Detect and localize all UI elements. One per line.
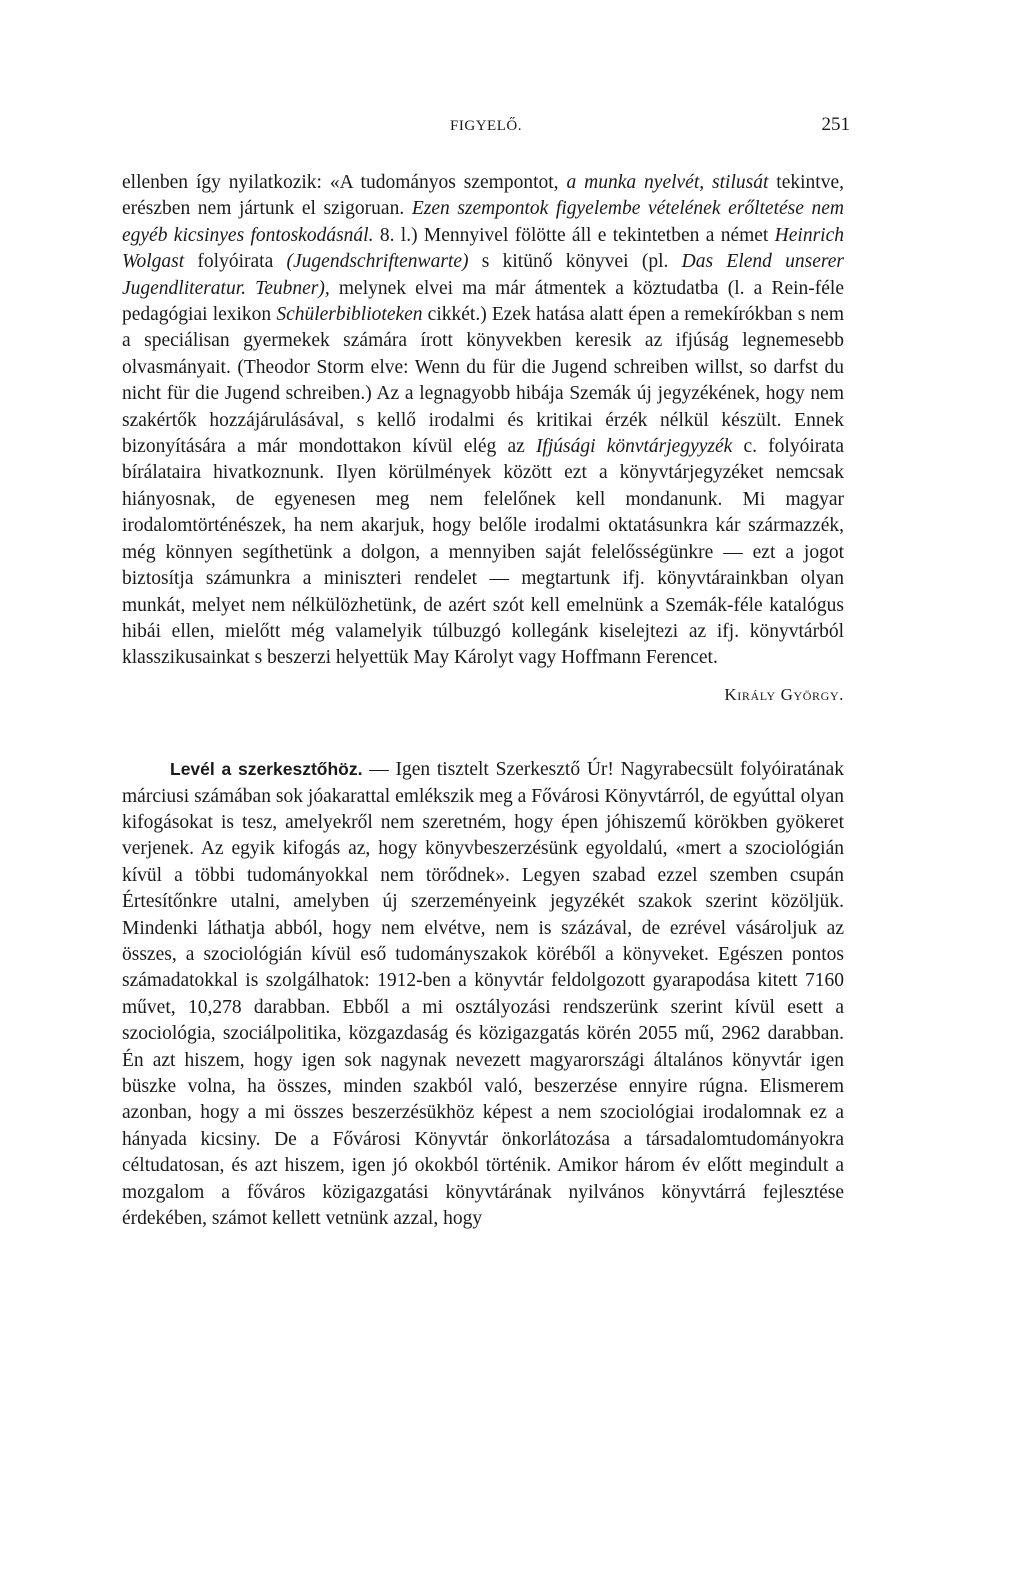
section-title: Levél a szerkesztőhöz. [170, 759, 363, 780]
italic-run: Ifjúsági könvtárjegyyzék [535, 436, 733, 458]
text-run: c. folyóirata bírálataira hivatkoznunk. Ilyen körülmények között ezt a könyvtárjegyzéket nemcsak hiányosnak, de egyenesen meg nem felelőnek kell mondanunk. Mi magyar irodalomtörténészek, ha nem akarjuk, hogy belőle irodalmi oktatásunkra kár származzék, még könnyen segíthetünk a dolgon, a mennyiben saját felelősségünkre — ezt a jogot biztosítja számunkra a miniszteri rendelet — megtartunk ifj. könyvtárainkban olyan munkát, melyet nem nélkülözhetünk, de azért szót kell emelnünk a Szemák-féle katalógus hibái ellen, mielőtt még valamelyik túlbuzgó kollegánk kiselejtezi az ifj. könyvtárból klasszikusainkat s beszerzi helyettük May Károlyt vagy Hoffmann Ferencet. [122, 436, 844, 669]
italic-run: (Jugendschriftenwarte) [286, 251, 469, 273]
text-run: s kitünő könyvei (pl. [468, 251, 682, 273]
article-continuation-paragraph [122, 170, 844, 672]
author-signature: Király György. [724, 684, 844, 704]
italic-run: Ezen szempontok figyelembe vételének erőltetése nem egyéb kicsinyes fontoskodásnál. [122, 198, 844, 246]
text-run: ellenben így nyilatkozik: «A tudományos szempontot, [122, 172, 567, 193]
text-run: cikkét.) Ezek hatása alatt épen a remekírókban s nem a speciálisan gyermekek számára írott könyvekben keresik az ifjúság legnemesebb olvasmányait. (Theodor Storm elve: Wenn du für die Jugend schreiben willst, so darfst du nicht für die Jugend schreiben.) Az a legnagyobb hibája Szemák új jegyzékének, hogy nem szakértők hozzájárulásával, s kellő irodalmi és kritikai érzék nélkül készült. Ennek bizonyítására a már mondottakon kívül elég az [122, 304, 844, 458]
italic-run: a munka nyelvét, stilusát [566, 172, 769, 193]
body-text [122, 170, 844, 1232]
text-run: 8. l.) Mennyivel fölötte áll e tekintetben a német [373, 224, 775, 246]
letter-text: — Igen tisztelt Szerkesztő Úr! Nagyrabecsült folyóiratának márciusi számában sok jóakarattal emlékszik meg a Fővárosi Könyvtárról, de egyúttal olyan kifogásokat is tesz, amelyekről nem szeretném, hogy épen jóhiszemű körökben gyökeret verjenek. Az egyik kifogás az, hogy könyvbeszerzésünk egyoldalú, «mert a szociológián kívül a többi tudományokkal nem törődnek». Legyen szabad ezzel szemben csupán Értesítőnkre utalni, amelyben új szerzeményeink jegyzékét szakok szerint közöljük. Mindenki láthatja abból, hogy nem elvétve, nem is százával, de ezrével vásároljuk az összes, a szociológián kívül eső tudományszakok köréből a könyveket. Egészen pontos számadatokkal is szolgálhatok: 1912-ben a könyvtár feldolgozott gyarapodása kitett 7160 művet, 10,278 darabban. Ebből a mi osztályozási rendszerünk szerint kívül esett a szociológia, szociálpolitika, közgazdaság és közigazgatás körén 2055 mű, 2962 darabban. Én azt hiszem, hogy igen sok nagynak nevezett magyarországi általános könyvtár igen büszke volna, ha összes, minden szakból való, beszerzése ennyire rúgna. Elismerem azonban, hogy a mi összes beszerzésükhöz képest a nem szociológiai irodalomnak ez a hányada kicsiny. De a Fővárosi Könyvtár önkorlátozása a társadalomtudományokra céltudatosan, és azt hiszem, igen jó okokból történik. Amikor három év előtt megindult a mozgalom a főváros közigazgatási könyvtárának nyilvános könyvtárrá fejlesztése érdekében, számot kellett vetnünk azzal, hogy [122, 759, 844, 1230]
italic-run: Das Elend unserer Jugendliteratur. Teubner), [122, 251, 844, 299]
text-run: folyóirata [184, 251, 287, 273]
section-gap [122, 708, 844, 756]
italic-run: Heinrich Wolgast [122, 224, 844, 273]
text-run: melynek elvei ma már átmentek a köztudatba (l. a Rein-féle pedagógiai lexikon [122, 277, 844, 326]
page-number: 251 [821, 114, 850, 135]
page-header [122, 114, 850, 144]
letter-paragraph [122, 756, 844, 1232]
italic-run: Schülerbiblioteken [276, 304, 423, 326]
text-run: tekintve, erészben nem jártunk el szigoruan. [122, 172, 844, 220]
running-head: FIGYELŐ. [450, 118, 522, 134]
